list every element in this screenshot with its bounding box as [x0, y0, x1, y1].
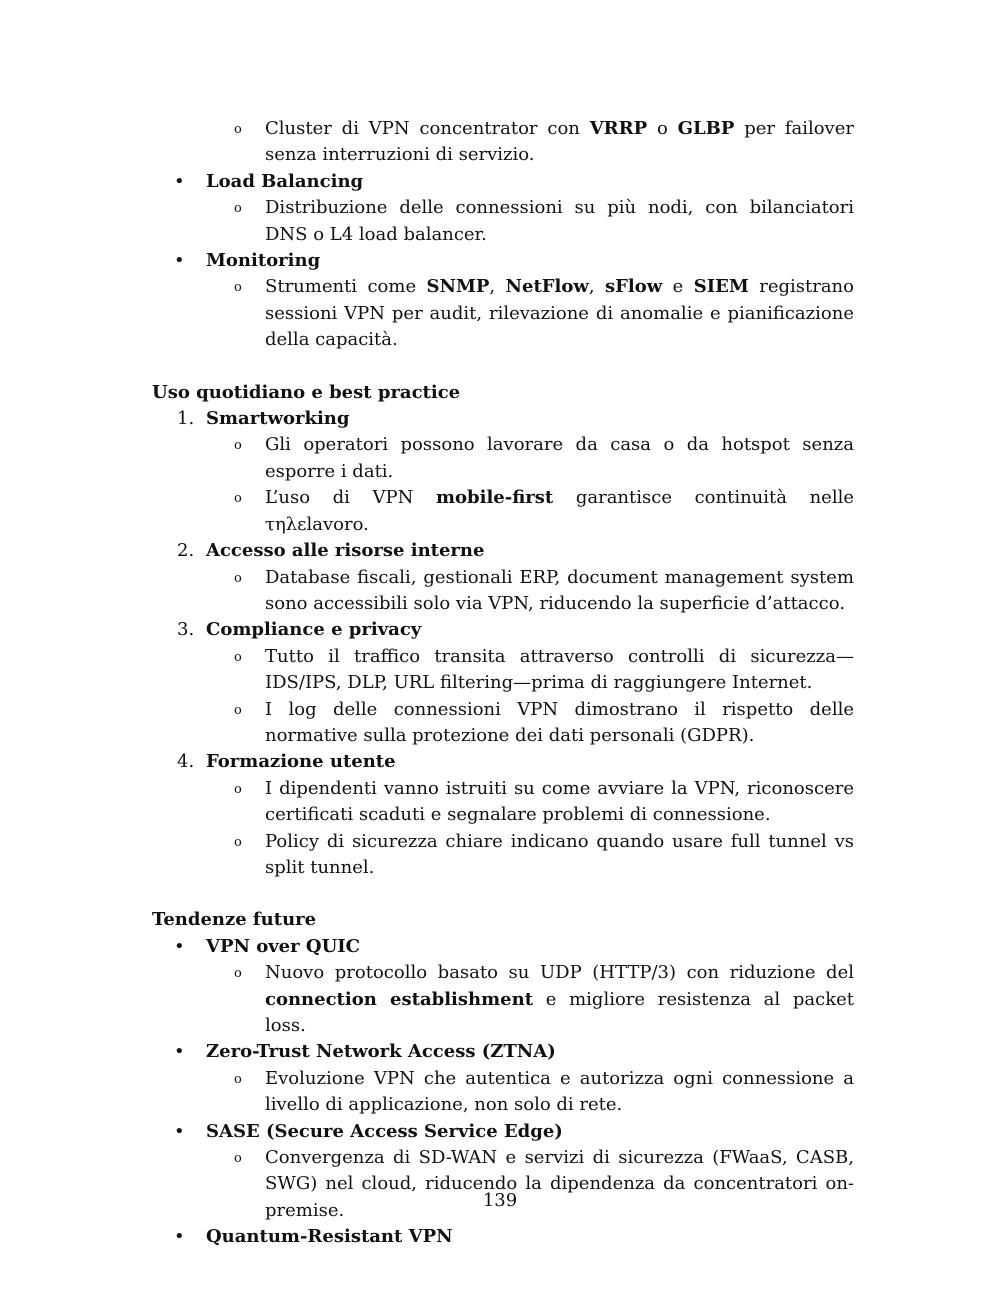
bullet-marker: • — [174, 935, 185, 957]
item-number: 4. — [177, 751, 195, 773]
text-span: , — [588, 276, 606, 298]
bold-term: VRRP — [589, 118, 648, 139]
text-span: I dipendenti vanno istruiti su come avviare la VPN, riconoscere certificati scaduti e segnalare problemi di connessione. — [265, 777, 854, 826]
text-span: Cluster di VPN concentrator con — [265, 118, 590, 139]
bullet-item-monitoring — [152, 248, 854, 274]
sub-item — [152, 960, 854, 1039]
text-span: Evoluzione VPN che autentica e autorizza ogni connessione a livello di applicazione, non solo di rete. — [265, 1067, 854, 1116]
sub-bullet-marker: o — [234, 781, 242, 797]
text-span: Database fiscali, gestionali ERP, document management system sono accessibili solo via VPN, riducendo la superficie d’attacco. — [265, 566, 854, 614]
sub-item — [152, 1066, 854, 1119]
numbered-item-formazione — [152, 749, 854, 775]
item-label: Load Balancing — [206, 170, 364, 192]
sub-bullet-marker: o — [234, 1151, 242, 1167]
text-span: e migliore resistenza al packet loss. — [265, 988, 855, 1036]
sub-bullet-marker: o — [234, 122, 242, 137]
bullet-item-load-balancing — [152, 169, 854, 195]
page-number: 139 — [482, 1190, 518, 1211]
item-label: Accesso alle risorse interne — [206, 540, 485, 562]
section-heading-tendenze-future: Tendenze future — [152, 909, 317, 931]
item-label: Formazione utente — [206, 751, 396, 773]
item-label: Zero-Trust Network Access (ZTNA) — [206, 1041, 556, 1063]
sub-bullet-marker: o — [234, 438, 242, 454]
numbered-item-accesso-risorse — [152, 538, 854, 564]
bullet-marker: • — [174, 1120, 185, 1142]
bold-term: NetFlow — [505, 276, 589, 298]
numbered-item-compliance — [152, 617, 854, 643]
numbered-item-smartworking — [152, 406, 854, 432]
item-label: Quantum-Resistant VPN — [206, 1226, 453, 1248]
text-span: o — [647, 118, 678, 139]
text-span: , — [489, 276, 506, 298]
text-span: registrano sessioni VPN per audit, rilevazione di anomalie e pianificazione della capacità. — [265, 276, 854, 351]
sub-bullet-marker: o — [234, 966, 242, 982]
sub-item — [152, 697, 854, 750]
text-span: Policy di sicurezza chiare indicano quando usare full tunnel vs split tunnel. — [265, 830, 854, 878]
text-span: Strumenti come — [265, 276, 427, 298]
bullet-item-sase — [152, 1119, 854, 1145]
text-span: per failover senza interruzioni di servizio. — [265, 118, 854, 166]
sub-bullet-marker: o — [234, 649, 242, 665]
sub-item — [152, 829, 854, 882]
item-label: SASE (Secure Access Service Edge) — [206, 1120, 563, 1142]
text-span: Nuovo protocollo basato su UDP (HTTP/3) con riduzione del — [265, 962, 854, 984]
bold-term: SIEM — [693, 276, 749, 298]
bullet-item-ztna — [152, 1039, 854, 1065]
item-label: Compliance e privacy — [206, 619, 422, 641]
bold-term: connection establishment — [265, 988, 534, 1010]
bullet-item-vpn-over-quic — [152, 934, 854, 960]
bullet-marker: • — [174, 170, 185, 192]
text-span: Distribuzione delle connessioni su più nodi, con bilanciatori DNS o L4 load balancer. — [265, 197, 854, 245]
text-span: I log delle connessioni VPN dimostrano il rispetto delle normative sulla protezione dei dati personali (GDPR). — [265, 698, 854, 746]
item-number: 1. — [177, 408, 195, 430]
sub-item-cluster — [152, 116, 854, 169]
sub-item — [152, 195, 854, 248]
item-number: 2. — [177, 540, 195, 562]
sub-bullet-marker: o — [234, 834, 242, 850]
sub-item — [152, 274, 854, 353]
bold-term: mobile-first — [435, 487, 554, 509]
sub-bullet-marker: o — [234, 201, 242, 217]
sub-item — [152, 485, 854, 538]
item-label: Smartworking — [206, 408, 350, 430]
text-span: L’uso di VPN — [265, 487, 436, 509]
item-number: 3. — [177, 619, 195, 641]
item-label: Monitoring — [206, 250, 321, 272]
bold-term: sFlow — [605, 276, 663, 298]
bold-term: SNMP — [426, 276, 490, 298]
sub-bullet-marker: o — [234, 1071, 242, 1087]
sub-item — [152, 776, 854, 829]
bullet-marker: • — [174, 250, 185, 272]
bullet-marker: • — [174, 1041, 185, 1063]
text-span: Convergenza di SD-WAN e servizi di sicurezza (FWaaS, CASB, SWG) nel cloud, riducendo la dipendenza da concentratori on-premise. — [265, 1147, 854, 1221]
text-span: Gli operatori possono lavorare da casa o da hotspot senza esporre i dati. — [265, 434, 854, 482]
sub-item — [152, 565, 854, 618]
text-span: e — [662, 276, 694, 298]
section-heading-best-practice: Uso quotidiano e best practice — [152, 381, 461, 403]
text-span: Tutto il traffico transita attraverso controlli di sicurezza—IDS/IPS, DLP, URL filtering—prima di raggiungere Internet. — [265, 645, 854, 694]
bullet-item-quantum-resistant-vpn — [152, 1224, 854, 1250]
sub-item — [152, 644, 854, 697]
document-body — [152, 116, 854, 1251]
bold-term: GLBP — [677, 118, 735, 139]
item-label: VPN over QUIC — [206, 935, 361, 957]
sub-item — [152, 432, 854, 485]
sub-bullet-marker: o — [234, 570, 242, 586]
text-span: garantisce continuità nelle τηλεlavoro. — [265, 487, 854, 535]
sub-bullet-marker: o — [234, 491, 242, 507]
sub-bullet-marker: o — [234, 280, 242, 296]
sub-bullet-marker: o — [234, 702, 242, 718]
bullet-marker: • — [174, 1226, 185, 1248]
